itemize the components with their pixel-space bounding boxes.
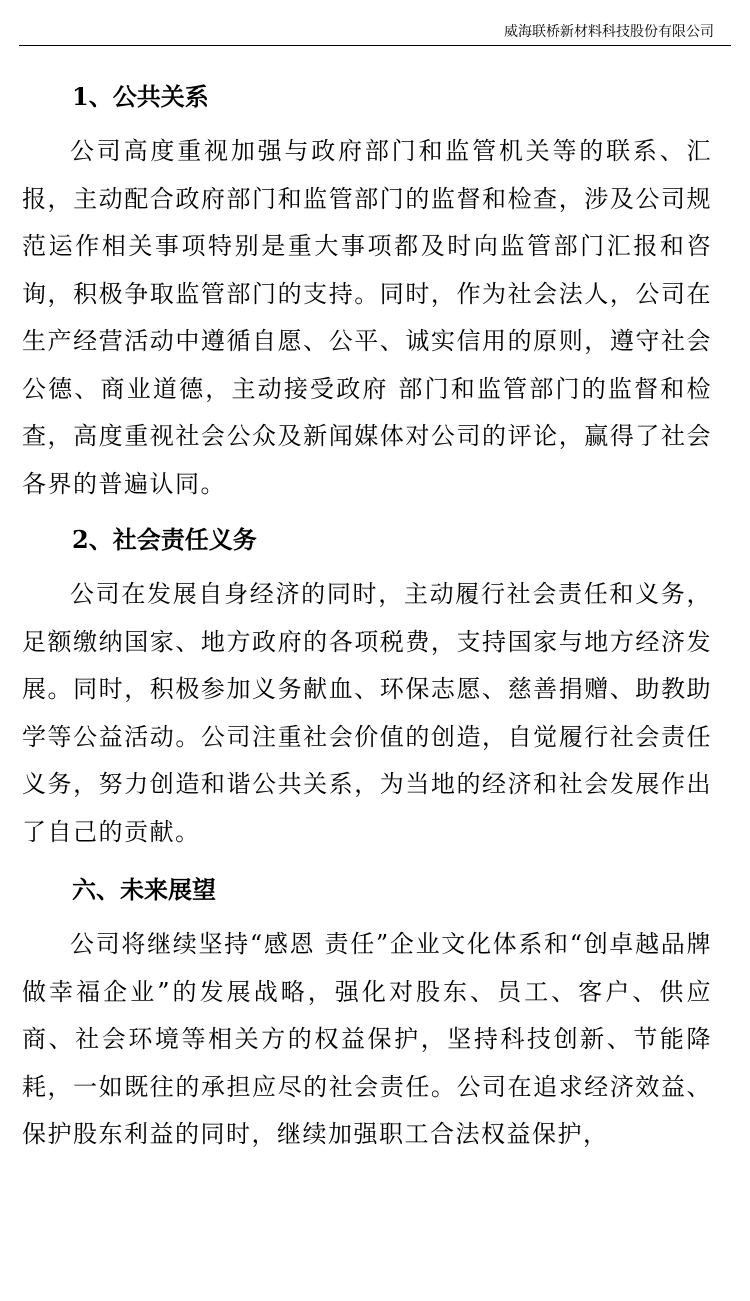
section-paragraph-social-responsibility: 公司在发展自身经济的同时，主动履行社会责任和义务，足额缴纳国家、地方政府的各项税费，支持国家与地方经济发展。同时，积极参加义务献血、环保志愿、慈善捐赠、助教助学等公益活动。公司注重社会价值的创造，自觉履行社会责任义务，努力创造和谐公共关系，为当地的经济和社会发展作出了自己的贡献。 (22, 580, 712, 846)
section-heading-social-responsibility: 2、社会责任义务 (72, 525, 257, 554)
section-paragraph-public-relations: 公司高度重视加强与政府部门和监管机关等的联系、汇报，主动配合政府部门和监管部门的监督和检查，涉及公司规范运作相关事项特别是重大事项都及时向监管部门汇报和咨询，积极争取监管部门的支持。同时，作为社会法人，公司在生产经营活动中遵循自愿、公平、诚实信用的原则，遵守社会公德、商业道德，主动接受政府 部门和监管部门的监督和检查，高度重视社会公众及新闻媒体对公司的评论，赢得了社会各界的普遍认同。 (22, 137, 712, 498)
header-divider (19, 45, 731, 46)
document-body (22, 68, 712, 1159)
section-heading-public-relations: 1、公共关系 (72, 82, 209, 111)
page-header (0, 0, 750, 48)
section-paragraph-future-outlook: 公司将继续坚持“感恩 责任”企业文化体系和“创卓越品牌 做幸福企业”的发展战略，强化对股东、员工、客户、供应商、社会环境等相关方的权益保护，坚持科技创新、节能降耗，一如既往的承担应尽的社会责任。公司在追求经济效益、保护股东利益的同时，继续加强职工合法权益保护， (22, 930, 712, 1148)
section-heading-future-outlook: 六、未来展望 (72, 875, 216, 904)
company-name: 威海联桥新材料科技股份有限公司 (504, 24, 714, 40)
